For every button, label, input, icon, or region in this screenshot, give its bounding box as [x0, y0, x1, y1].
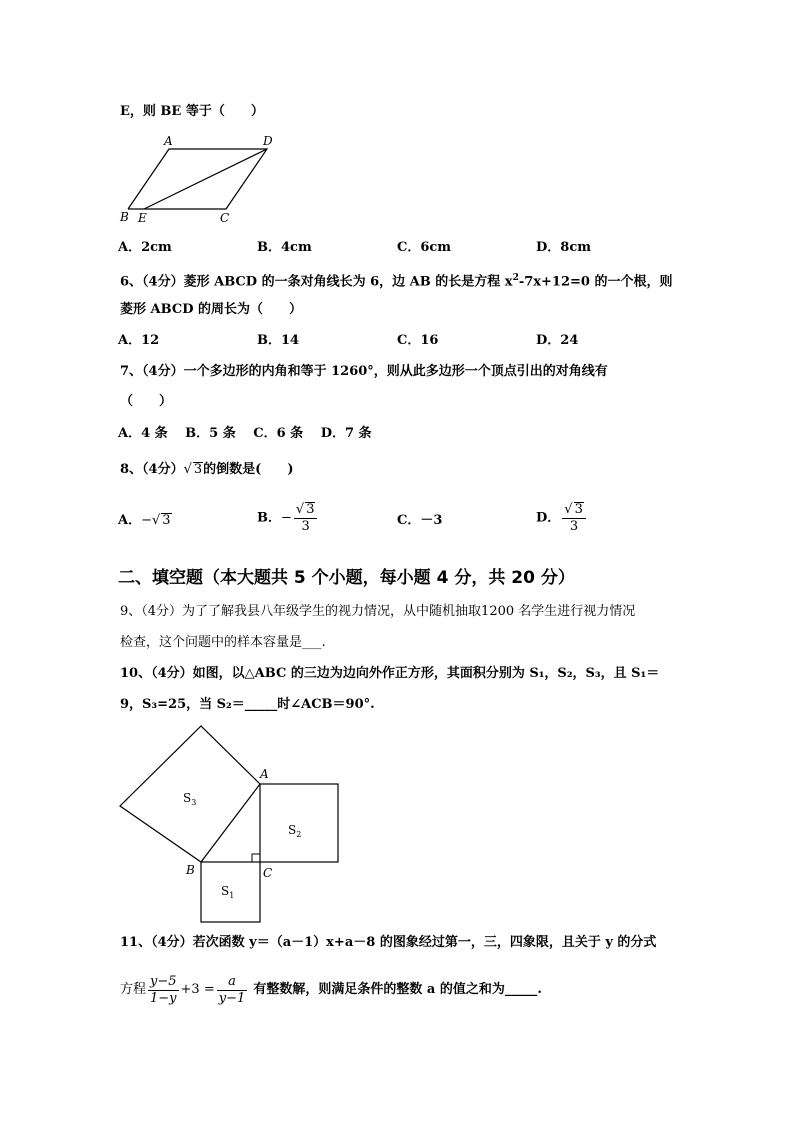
- q6-option-d: D．24: [536, 333, 579, 348]
- q6-line2: 菱形 ABCD 的周长为（ ）: [120, 302, 302, 317]
- q5-option-c: C．6cm: [397, 240, 452, 255]
- q8-stem: 8、（4分）√ 3的倒数是( ): [120, 462, 294, 477]
- q10-label-s1: $S_1$: [221, 884, 235, 900]
- q7-options: A．4 条 B．5 条 C．6 条 D．7 条: [118, 426, 372, 441]
- q11-line2: 方程 $\frac{y-5}{1-y}$ +3 = $\frac{a}{y-1}$ 有整数解，则满足条件的整数 a 的值之和为_____.: [120, 973, 542, 1006]
- q7-line1: 7、（4分）一个多边形的内角和等于 1260°，则从此多边形一个顶点引出的对角线有: [120, 364, 608, 379]
- q5-label-d: D: [263, 134, 273, 148]
- q5-parallelogram-figure: [116, 130, 286, 230]
- q10-label-s2: $S_2$: [288, 823, 302, 839]
- q7-line2: （ ）: [120, 394, 173, 409]
- q10-label-s3: $S_3$: [183, 791, 197, 807]
- q10-label-c: C: [263, 866, 273, 880]
- q9-line2: 检查，这个问题中的样本容量是___.: [120, 635, 326, 650]
- q8-option-b: B．− $\frac{√ 3}{3}$: [257, 502, 319, 535]
- q5-stem-tail: E，则 BE 等于（ ）: [120, 104, 264, 119]
- q9-line1: 9、（4分）为了了解我县八年级学生的视力情况，从中随机抽取1200 名学生进行视力情况: [120, 604, 636, 619]
- q10-line2: 9，S₃=25，当 S₂＝_____时∠ACB＝90°.: [120, 697, 375, 712]
- q10-squares-figure: [110, 718, 360, 933]
- q5-option-a: A．2cm: [118, 240, 172, 255]
- q6-option-a: A．12: [118, 333, 160, 348]
- section-title: 二、填空题（本大题共 5 个小题，每小题 4 分，共 20 分）: [118, 568, 575, 588]
- q6-line1: 6、（4分）菱形 ABCD 的一条对角线长为 6，边 AB 的长是方程 $x^2-7x+12=0$ 的一个根，则: [120, 273, 673, 290]
- q5-label-a: A: [164, 134, 173, 148]
- q10-label-a: A: [260, 767, 269, 781]
- q11-line1: 11、（4分）若次函数 y＝（a－1）x+a－8 的图象经过第一，三，四象限，且关于 y 的分式: [120, 935, 657, 950]
- q5-label-e: E: [138, 211, 147, 225]
- q6-option-c: C．16: [397, 333, 439, 348]
- q10-label-b: B: [186, 863, 195, 877]
- q8-option-d: D． $\frac{√ 3}{3}$: [536, 502, 588, 535]
- q5-option-d: D．8cm: [536, 240, 591, 255]
- q10-line1: 10、（4分）如图，以△ABC 的三边为边向外作正方形，其面积分别为 S₁，S₂，S₃，且 S₁＝: [120, 666, 660, 681]
- q8-option-a: A．−√ 3: [118, 513, 171, 528]
- q6-option-b: B．14: [257, 333, 300, 348]
- q5-label-b: B: [120, 210, 129, 224]
- q5-option-b: B．4cm: [257, 240, 312, 255]
- q8-option-c: C．－3: [397, 513, 443, 528]
- q5-label-c: C: [220, 211, 230, 225]
